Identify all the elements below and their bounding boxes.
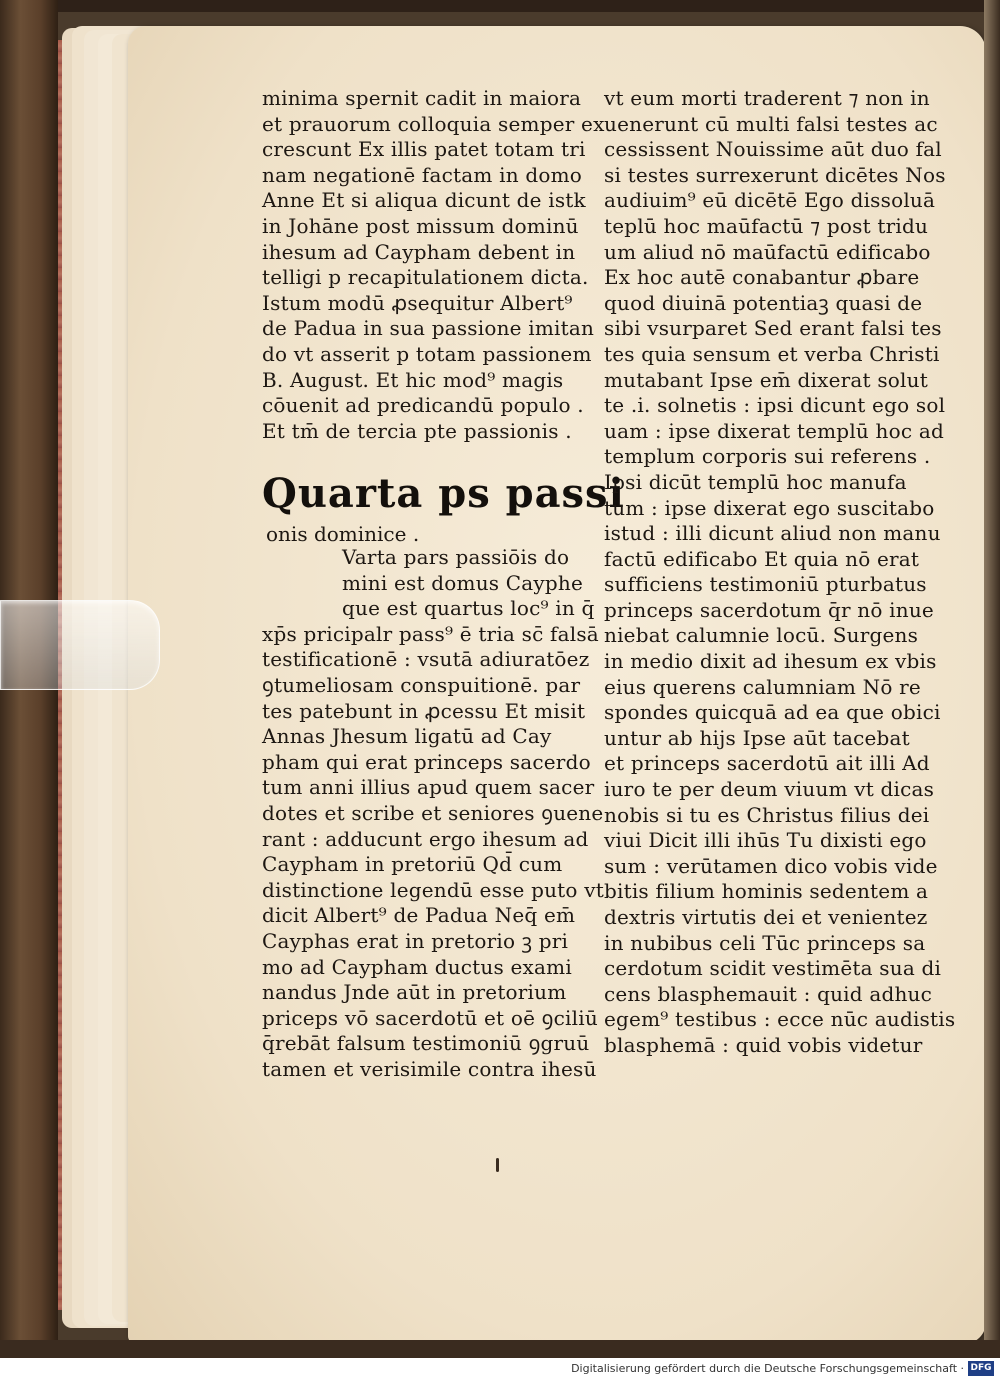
text-line: do vt asserit p totam passionem — [262, 341, 592, 366]
text-line: teplū hoc maūfactū ⁊ post tridu — [604, 213, 929, 238]
text-line: Caypham in pretoriū Qd̄ cum — [262, 852, 563, 877]
ink-mark — [496, 1158, 499, 1172]
text-line: te .i. solnetis : ipsi dicunt ego sol — [604, 393, 946, 418]
text-line: spondes quicquā ad ea que obici — [604, 700, 941, 725]
text-line: pham qui erat princeps sacerdo — [262, 749, 591, 774]
text-line: dextris virtutis dei et venientez — [604, 905, 928, 929]
text-line: viui Dicit illi ihūs Tu dixisti ego — [604, 828, 927, 853]
text-line: mini est domus Cayphe — [342, 570, 584, 595]
text-line: untur ab hijs Ipse aūt tacebat — [604, 725, 910, 750]
text-line: eius querens calumniam Nō re — [604, 674, 921, 699]
text-line: blasphemā : quid vobis videtur — [604, 1032, 923, 1057]
text-line: cessissent Nouissime aūt duo fal — [604, 137, 942, 162]
text-line: telligi p recapitulationem dicta. — [262, 265, 589, 290]
left-column-bottom-text — [262, 545, 602, 1082]
text-line: egem⁹ testibus : ecce nūc audistis — [604, 1007, 956, 1032]
text-line: sufficiens testimoniū pturbatus — [604, 572, 927, 597]
text-line: uenerunt cū multi falsi testes ac — [604, 111, 938, 136]
text-line: uam : ipse dixerat templū hoc ad — [604, 418, 944, 443]
text-line: tamen et verisimile contra ihesū — [262, 1056, 597, 1081]
text-line: iuro te per deum viuum vt dicas — [604, 777, 935, 802]
text-line: audiuim⁹ eū dicētē Ego dissoluā — [604, 188, 936, 213]
text-line: niebat calumnie locū. Surgens — [604, 623, 919, 648]
text-line: in Johāne post missum dominū — [262, 213, 579, 238]
text-line: quod diuinā potentiaꝫ quasi de — [604, 290, 923, 315]
text-line: tum : ipse dixerat ego suscitabo — [604, 495, 935, 520]
text-line: B. August. Et hic mod⁹ magis — [262, 367, 564, 392]
text-line: et prauorum colloquia semper ex — [262, 111, 605, 136]
text-line: in medio dixit ad ihesum ex vbis — [604, 649, 937, 674]
text-line: minima spernit cadit in maiora — [262, 86, 582, 110]
text-line: Cayphas erat in pretorio ꝫ pri — [262, 928, 569, 953]
text-line: q̄rebāt falsum testimoniū ꝯgruū — [262, 1031, 590, 1056]
text-line: Anne Et si aliqua dicunt de istk — [262, 188, 586, 213]
text-line: mo ad Caypham ductus exami — [262, 954, 572, 979]
text-line: que est quartus loc⁹ in q̄ — [342, 596, 595, 621]
text-line: Ipsi dicūt templū hoc manufa — [604, 469, 907, 494]
text-line: um aliud nō maūfactū edificabo — [604, 239, 931, 264]
text-line: testificationē : vsutā adiuratōez — [262, 647, 590, 672]
text-line: bitis filium hominis sedentem a — [604, 879, 929, 904]
text-line: nandus Jnde aūt in pretorium — [262, 980, 567, 1005]
text-line: si testes surrexerunt dicētes Nos — [604, 162, 946, 187]
text-line: tum anni illius apud quem sacer — [262, 775, 595, 800]
text-line: ꝯtumeliosam conspuitionē. par — [262, 672, 581, 697]
binding-top — [0, 0, 1000, 12]
text-line: Istum modū ꝓsequitur Albert⁹ — [262, 290, 573, 315]
text-line: cōuenit ad predicandū populo . — [262, 393, 584, 418]
text-line: dotes et scribe et seniores ꝯuene — [262, 800, 604, 825]
text-line: de Padua in sua passione imitan — [262, 316, 595, 341]
right-column-text — [604, 86, 954, 1059]
text-line: Varta pars passiōis do — [342, 545, 570, 569]
text-line: cerdotum scidit vestimēta sua di — [604, 956, 942, 981]
text-line: in nubibus celi Tūc princeps sa — [604, 930, 926, 955]
text-line: Ex hoc autē conabantur ꝓbare — [604, 265, 920, 290]
text-line: nobis si tu es Christus filius dei — [604, 802, 930, 827]
text-line: istud : illi dicunt aliud non manu — [604, 521, 941, 546]
text-line: nam negationē factam in domo — [262, 162, 583, 187]
text-line: Annas Jhesum ligatū ad Cay — [262, 724, 552, 749]
text-line: vt eum morti traderent ⁊ non in — [604, 86, 930, 110]
text-line: priceps vō sacerdotū et oē ꝯciliū — [262, 1005, 598, 1030]
text-line: crescunt Ex illis patet totam tri — [262, 137, 586, 162]
text-line: ihesum ad Caypham debent in — [262, 239, 576, 264]
text-line: sibi vsurparet Sed erant falsi tes — [604, 316, 942, 341]
text-line: tes patebunt in ꝓcessu Et misit — [262, 698, 586, 723]
text-line: mutabant Ipse em̄ dixerat solut — [604, 367, 928, 392]
text-line: cens blasphemauit : quid adhuc — [604, 981, 933, 1006]
text-line: tes quia sensum et verba Christi — [604, 341, 940, 366]
text-line: Et tm̄ de tercia pte passionis . — [262, 418, 572, 443]
text-line: sum : verūtamen dico vobis vide — [604, 853, 938, 878]
right-edge-shadow — [984, 0, 1000, 1358]
bottom-edge-shadow — [0, 1340, 1000, 1358]
text-line: rant : adducunt ergo ihesum ad — [262, 826, 589, 851]
funding-credit: Digitalisierung gefördert durch die Deutsche Forschungsgemeinschaft · — [571, 1362, 964, 1375]
text-line: et princeps sacerdotū ait illi Ad — [604, 751, 930, 776]
dfg-logo: DFG — [968, 1361, 994, 1376]
section-heading-continuation: onis dominice . — [266, 522, 420, 546]
text-line: princeps sacerdotum q̄r nō inue — [604, 597, 934, 622]
plastic-page-clip — [0, 600, 160, 690]
text-line: dicit Albert⁹ de Padua Neq̄ em̄ — [262, 903, 576, 928]
text-line: xp̄s pricipalr pass⁹ ē tria sc̄ falsā — [262, 621, 599, 646]
text-line: distinctione legendū esse puto vt — [262, 877, 604, 902]
section-heading: Quarta ps passi — [262, 470, 625, 517]
left-column-top-text — [262, 86, 605, 444]
text-line: templum corporis sui referens . — [604, 444, 931, 469]
text-line: factū edificabo Et quia nō erat — [604, 546, 920, 571]
